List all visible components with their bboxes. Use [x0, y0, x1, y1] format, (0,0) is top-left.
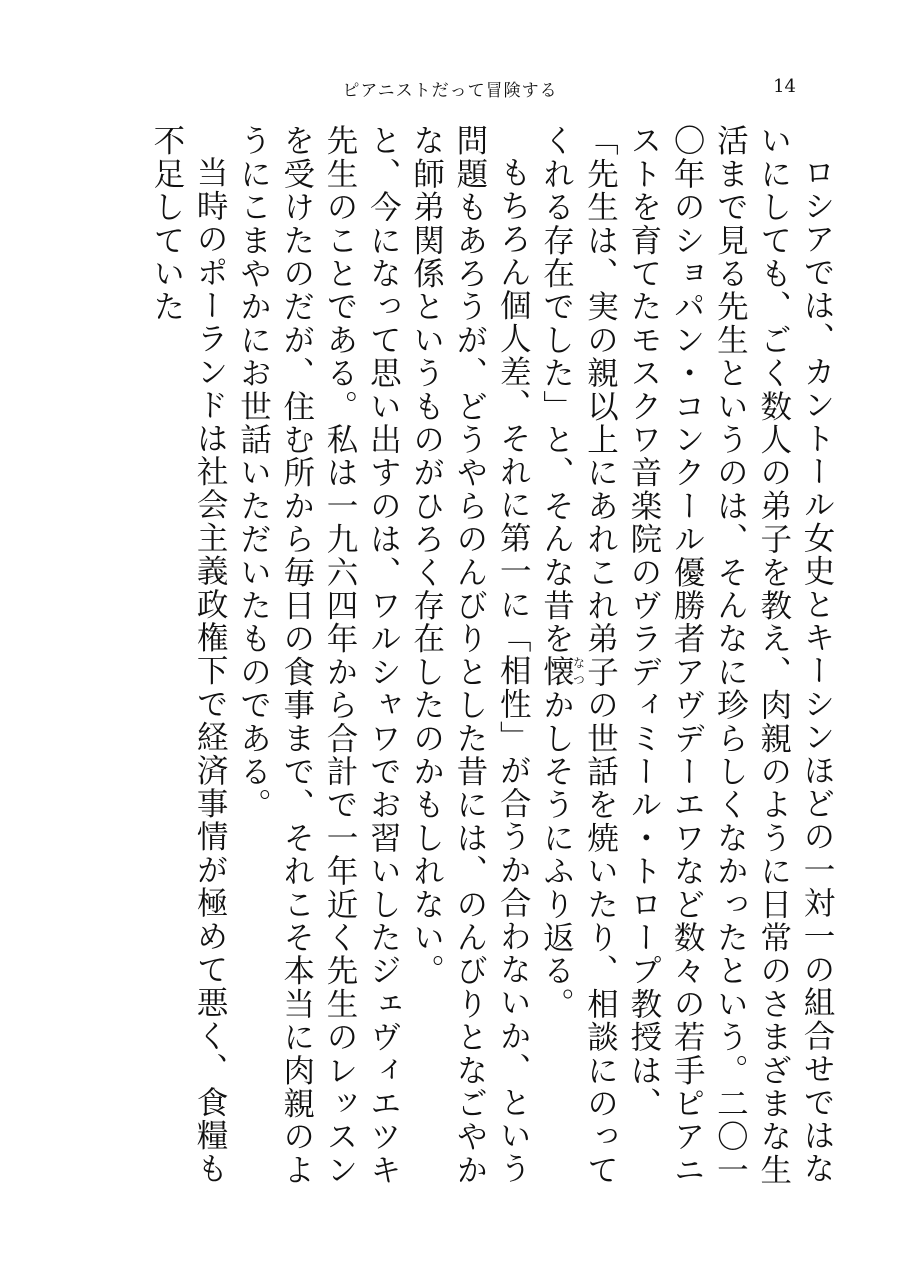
ruby-base: 懐 [538, 655, 575, 689]
body-text [138, 124, 838, 1204]
paragraph-2-text-before: 「先生は、実の親以上にあれこれ弟子の世話を焼いたり、相談にのってくれる存在でした」と、そんな昔を [538, 124, 619, 1187]
paragraph-3: もちろん個人差、それに第一に「相性」が合うか合わないか、という問題もあろうが、どうやらのんびりとした昔には、のんびりとなごやかな師弟関係というものがひろく存在したのかもしれない。 [408, 124, 532, 1187]
paragraph-1: ロシアでは、カントール女史とキーシンほどの一対一の組合せではないにしても、ごく数人の弟子を教え、肉親のように日常のさまざまな生活まで見る先生というのは、そんなに珍らしくなかったという。二〇一〇年のショパン・コンクール優勝者アヴデーエワなど数々の若手ピアニストを育てたモスクワ音楽院のヴラディミール・トロープ教授は、 [625, 124, 835, 1187]
paragraph-2-text-after: かしそうにふり返る。 [538, 688, 575, 1021]
paragraph-5: 当時のポーランドは社会主義政権下で経済事情が極めて悪く、食糧も不足していた [148, 124, 229, 1185]
paragraph-4: と、今になって思い出すのは、ワルシャワでお習いしたジェヴィエツキ先生のことである。私は一九六四年から合計で一年近く先生のレッスンを受けたのだが、住む所から毎日の食事まで、それこそ本当に肉親のようにこまやかにお世話いただいたものである。 [235, 124, 402, 1187]
page-number: 14 [773, 76, 796, 97]
paragraph-2 [534, 124, 621, 1204]
book-title: ピアニストだって冒険する [342, 81, 558, 101]
furigana-natsu [538, 655, 586, 689]
running-header [0, 76, 900, 100]
ruby-reading: なつ [571, 655, 586, 689]
